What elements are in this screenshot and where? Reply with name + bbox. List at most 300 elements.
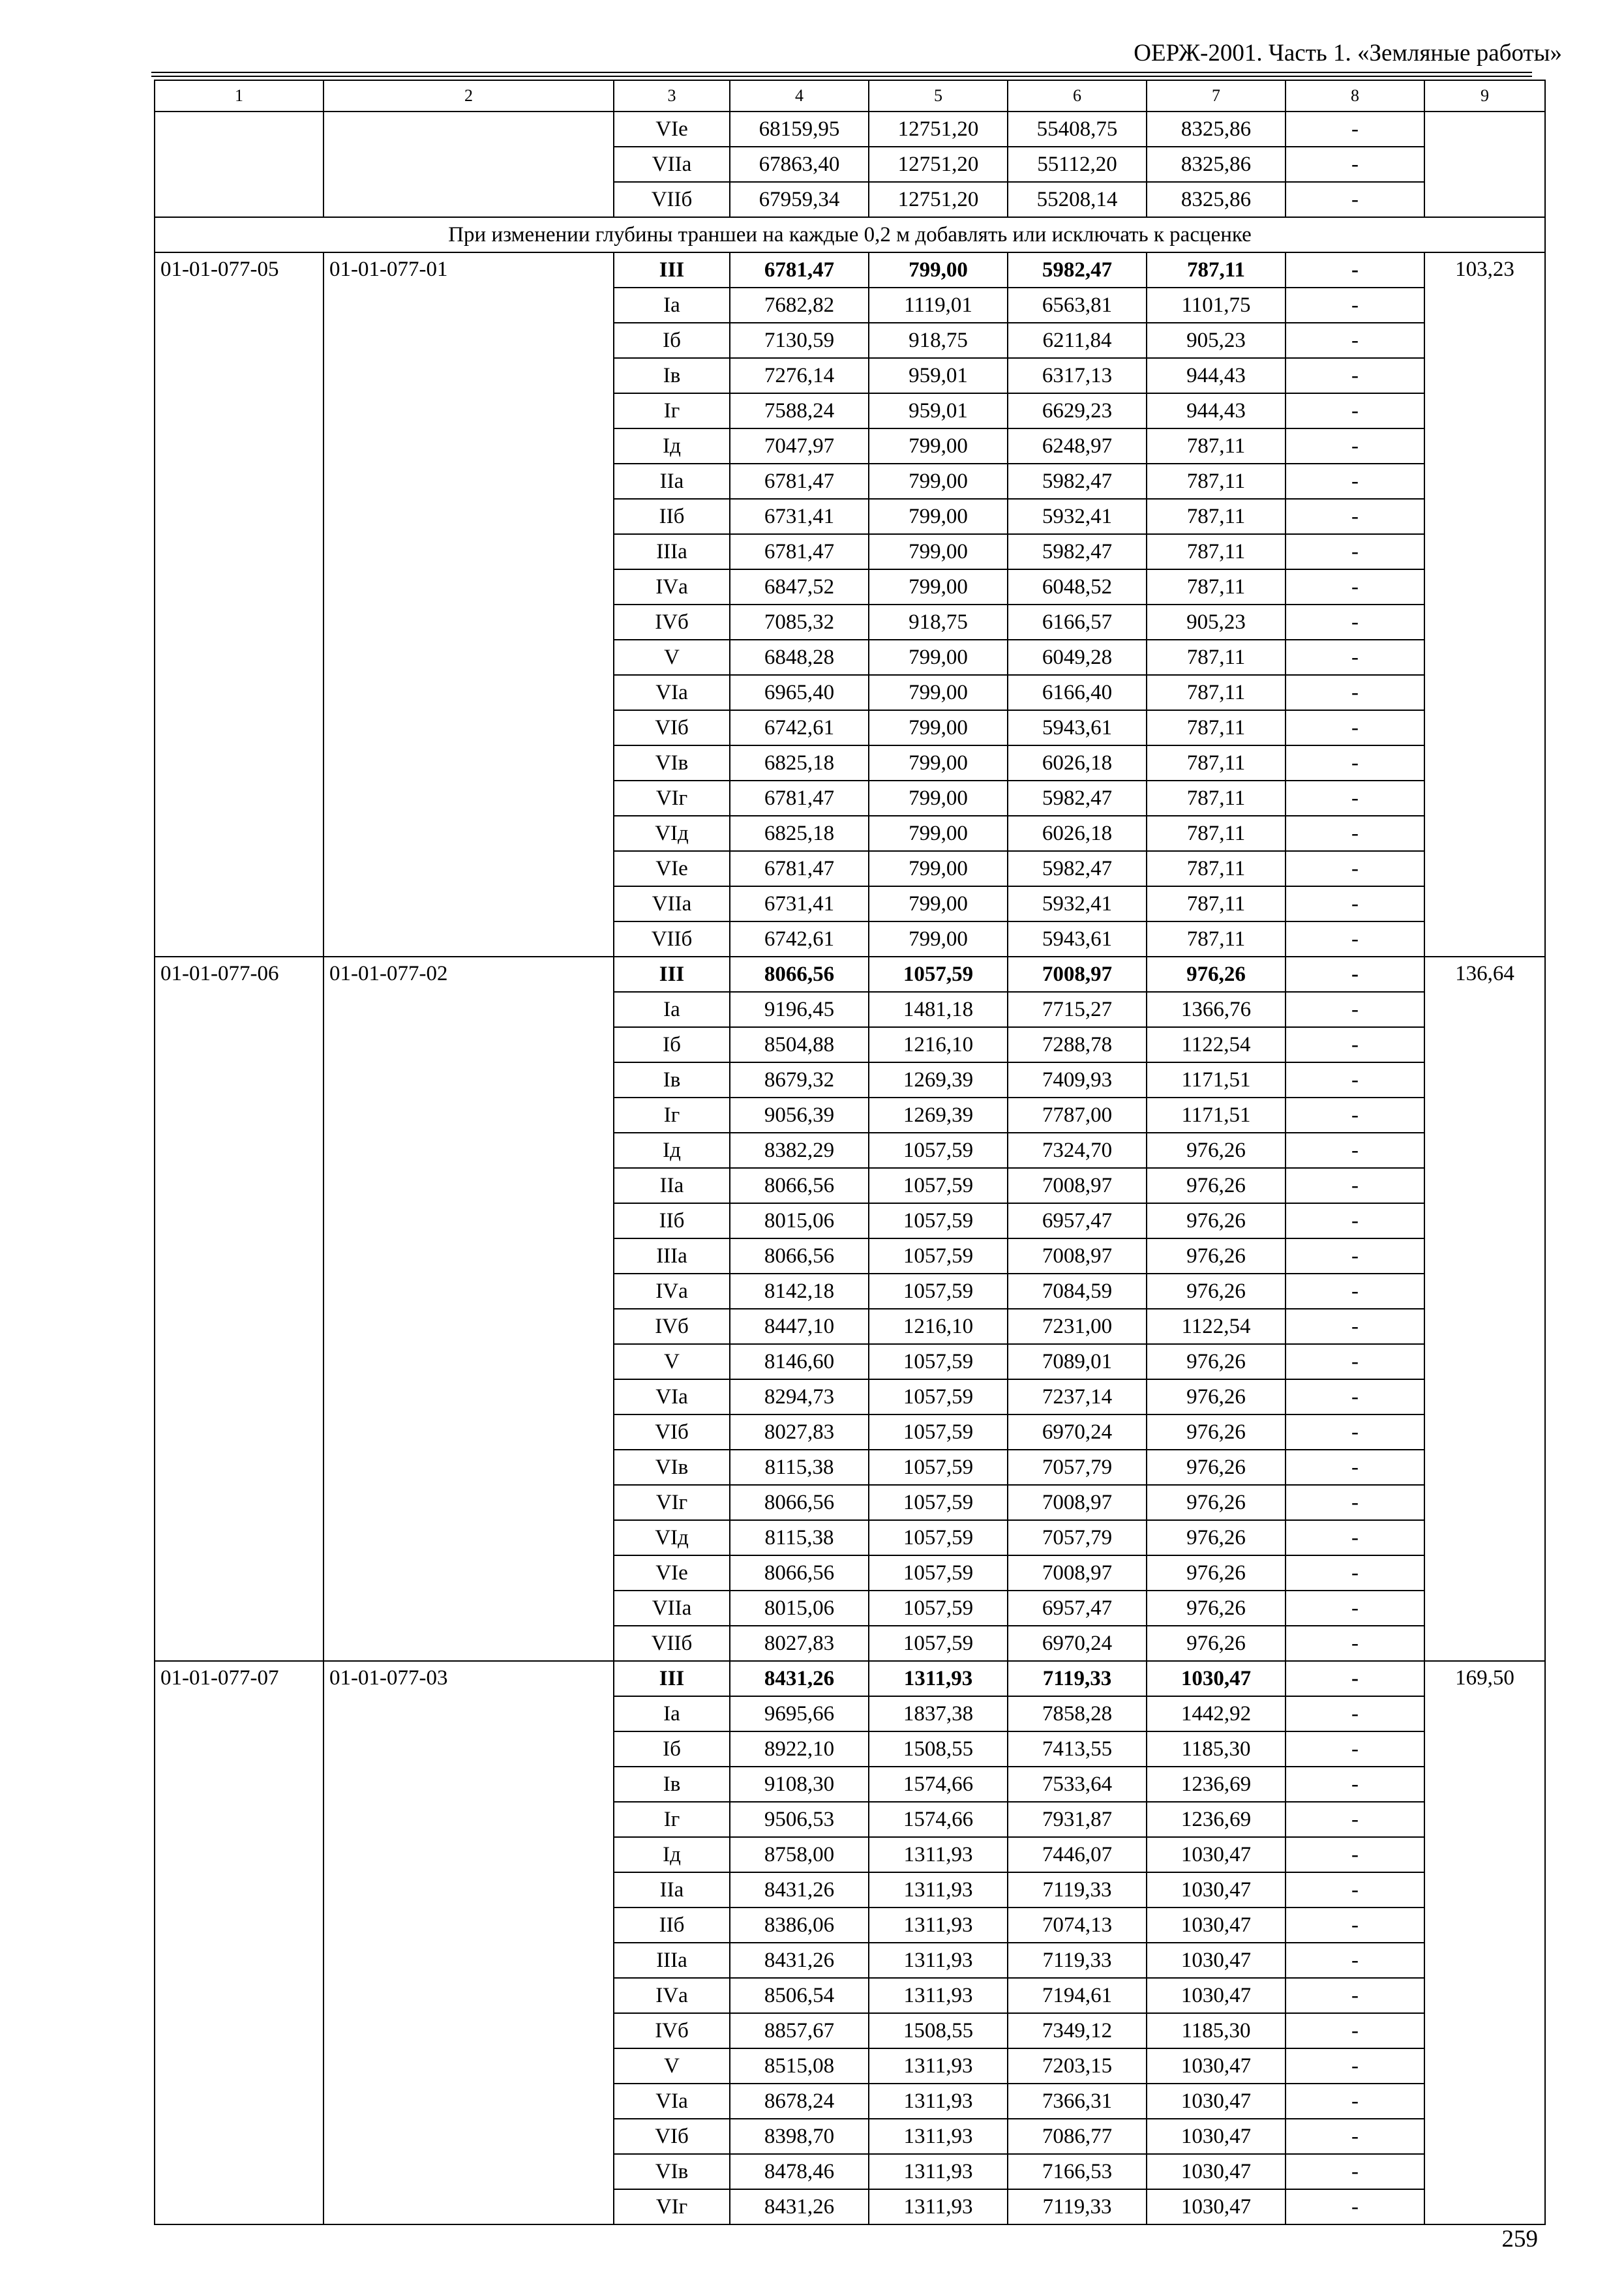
region-cell: Iг bbox=[614, 1098, 730, 1133]
machinist-wages-cell: 976,26 bbox=[1147, 1203, 1286, 1238]
machines-cell: 7203,15 bbox=[1008, 2048, 1147, 2084]
total-cost-cell: 68159,95 bbox=[730, 112, 869, 147]
region-cell: VIа bbox=[614, 675, 730, 710]
column-number: 2 bbox=[323, 80, 614, 112]
materials-cell: - bbox=[1286, 1238, 1424, 1274]
region-cell: III bbox=[614, 1661, 730, 1696]
materials-cell: - bbox=[1286, 1661, 1424, 1696]
machines-cell: 7119,33 bbox=[1008, 1661, 1147, 1696]
machines-cell: 7166,53 bbox=[1008, 2154, 1147, 2189]
wages-cell: 1481,18 bbox=[869, 992, 1008, 1027]
total-cost-cell: 8294,73 bbox=[730, 1379, 869, 1414]
total-cost-cell: 8504,88 bbox=[730, 1027, 869, 1062]
materials-cell: - bbox=[1286, 1591, 1424, 1626]
total-cost-cell: 6781,47 bbox=[730, 464, 869, 499]
materials-cell: - bbox=[1286, 1802, 1424, 1837]
total-cost-cell: 8027,83 bbox=[730, 1626, 869, 1661]
materials-cell: - bbox=[1286, 534, 1424, 569]
region-cell: IVа bbox=[614, 1274, 730, 1309]
total-cost-cell: 6847,52 bbox=[730, 569, 869, 605]
machines-cell: 7057,79 bbox=[1008, 1450, 1147, 1485]
machines-cell: 7715,27 bbox=[1008, 992, 1147, 1027]
materials-cell: - bbox=[1286, 1731, 1424, 1767]
materials-cell: - bbox=[1286, 816, 1424, 851]
region-cell: IVа bbox=[614, 1978, 730, 2013]
wages-cell: 1057,59 bbox=[869, 1133, 1008, 1168]
materials-cell: - bbox=[1286, 605, 1424, 640]
total-cost-cell: 6781,47 bbox=[730, 781, 869, 816]
machines-cell: 5982,47 bbox=[1008, 252, 1147, 288]
machines-cell: 6317,13 bbox=[1008, 358, 1147, 393]
wages-cell: 1311,93 bbox=[869, 1978, 1008, 2013]
region-cell: IVа bbox=[614, 569, 730, 605]
wages-cell: 1057,59 bbox=[869, 1626, 1008, 1661]
wages-cell: 799,00 bbox=[869, 851, 1008, 886]
region-cell: IIIа bbox=[614, 1238, 730, 1274]
total-cost-cell: 8431,26 bbox=[730, 2189, 869, 2224]
materials-cell: - bbox=[1286, 2013, 1424, 2048]
materials-cell: - bbox=[1286, 781, 1424, 816]
machinist-wages-cell: 905,23 bbox=[1147, 605, 1286, 640]
machines-cell: 7237,14 bbox=[1008, 1379, 1147, 1414]
machines-cell: 55208,14 bbox=[1008, 182, 1147, 217]
materials-cell: - bbox=[1286, 252, 1424, 288]
materials-cell: - bbox=[1286, 1133, 1424, 1168]
total-cost-cell: 7130,59 bbox=[730, 323, 869, 358]
machinist-wages-cell: 1236,69 bbox=[1147, 1767, 1286, 1802]
machines-cell: 6563,81 bbox=[1008, 288, 1147, 323]
machines-cell: 6026,18 bbox=[1008, 745, 1147, 781]
materials-cell: - bbox=[1286, 957, 1424, 992]
total-cost-cell: 7047,97 bbox=[730, 428, 869, 464]
section-note-row bbox=[155, 217, 1545, 252]
materials-cell: - bbox=[1286, 182, 1424, 217]
machinist-wages-cell: 787,11 bbox=[1147, 816, 1286, 851]
materials-cell: - bbox=[1286, 1943, 1424, 1978]
wages-cell: 1311,93 bbox=[869, 1908, 1008, 1943]
wages-cell: 918,75 bbox=[869, 605, 1008, 640]
region-cell: Iб bbox=[614, 1027, 730, 1062]
machines-cell: 6248,97 bbox=[1008, 428, 1147, 464]
wages-cell: 799,00 bbox=[869, 781, 1008, 816]
wages-cell: 1311,93 bbox=[869, 1943, 1008, 1978]
materials-cell: - bbox=[1286, 1837, 1424, 1872]
column-number: 6 bbox=[1008, 80, 1147, 112]
region-cell: V bbox=[614, 1344, 730, 1379]
total-cost-cell: 6965,40 bbox=[730, 675, 869, 710]
machinist-wages-cell: 976,26 bbox=[1147, 1168, 1286, 1203]
wages-cell: 1057,59 bbox=[869, 1238, 1008, 1274]
wages-cell: 1311,93 bbox=[869, 1872, 1008, 1908]
total-cost-cell: 8027,83 bbox=[730, 1414, 869, 1450]
machines-cell: 7446,07 bbox=[1008, 1837, 1147, 1872]
total-cost-cell: 8066,56 bbox=[730, 1168, 869, 1203]
wages-cell: 1057,59 bbox=[869, 1555, 1008, 1591]
materials-cell: - bbox=[1286, 1626, 1424, 1661]
wages-cell: 1057,59 bbox=[869, 1450, 1008, 1485]
base-norm-code-cell: 01-01-077-01 bbox=[323, 252, 614, 957]
wages-cell: 1057,59 bbox=[869, 1485, 1008, 1520]
machinist-wages-cell: 905,23 bbox=[1147, 323, 1286, 358]
machines-cell: 7089,01 bbox=[1008, 1344, 1147, 1379]
wages-cell: 1311,93 bbox=[869, 2048, 1008, 2084]
machines-cell: 7288,78 bbox=[1008, 1027, 1147, 1062]
machines-cell: 5932,41 bbox=[1008, 499, 1147, 534]
machines-cell: 7084,59 bbox=[1008, 1274, 1147, 1309]
base-code-cell-empty bbox=[323, 112, 614, 217]
machinist-wages-cell: 8325,86 bbox=[1147, 112, 1286, 147]
wages-cell: 959,01 bbox=[869, 393, 1008, 428]
machines-cell: 7324,70 bbox=[1008, 1133, 1147, 1168]
region-cell: VIIа bbox=[614, 886, 730, 921]
machinist-wages-cell: 976,26 bbox=[1147, 1238, 1286, 1274]
total-cost-cell: 9506,53 bbox=[730, 1802, 869, 1837]
region-cell: VIа bbox=[614, 2084, 730, 2119]
machinist-wages-cell: 1122,54 bbox=[1147, 1027, 1286, 1062]
page-number: 259 bbox=[1501, 2226, 1538, 2252]
machinist-wages-cell: 1030,47 bbox=[1147, 1872, 1286, 1908]
materials-cell: - bbox=[1286, 710, 1424, 745]
norm-code-cell: 01-01-077-05 bbox=[155, 252, 323, 957]
total-cost-cell: 8115,38 bbox=[730, 1450, 869, 1485]
machinist-wages-cell: 1122,54 bbox=[1147, 1309, 1286, 1344]
total-cost-cell: 9108,30 bbox=[730, 1767, 869, 1802]
machinist-wages-cell: 787,11 bbox=[1147, 710, 1286, 745]
materials-cell: - bbox=[1286, 851, 1424, 886]
unit-price-cell: 103,23 bbox=[1424, 252, 1545, 957]
machines-cell: 7194,61 bbox=[1008, 1978, 1147, 2013]
region-cell: IVб bbox=[614, 605, 730, 640]
materials-cell: - bbox=[1286, 886, 1424, 921]
total-cost-cell: 6742,61 bbox=[730, 710, 869, 745]
machines-cell: 6629,23 bbox=[1008, 393, 1147, 428]
total-cost-cell: 8857,67 bbox=[730, 2013, 869, 2048]
base-norm-code-cell: 01-01-077-03 bbox=[323, 1661, 614, 2224]
wages-cell: 799,00 bbox=[869, 464, 1008, 499]
machines-cell: 7533,64 bbox=[1008, 1767, 1147, 1802]
materials-cell: - bbox=[1286, 1908, 1424, 1943]
region-cell: Iа bbox=[614, 1696, 730, 1731]
machinist-wages-cell: 787,11 bbox=[1147, 252, 1286, 288]
region-cell: IIб bbox=[614, 1908, 730, 1943]
machinist-wages-cell: 1030,47 bbox=[1147, 1908, 1286, 1943]
materials-cell: - bbox=[1286, 323, 1424, 358]
region-cell: Iв bbox=[614, 1062, 730, 1098]
column-number: 1 bbox=[155, 80, 323, 112]
total-cost-cell: 6781,47 bbox=[730, 851, 869, 886]
total-cost-cell: 7085,32 bbox=[730, 605, 869, 640]
total-cost-cell: 8678,24 bbox=[730, 2084, 869, 2119]
materials-cell: - bbox=[1286, 2154, 1424, 2189]
machines-cell: 5982,47 bbox=[1008, 851, 1147, 886]
wages-cell: 1057,59 bbox=[869, 1168, 1008, 1203]
machines-cell: 7366,31 bbox=[1008, 2084, 1147, 2119]
machinist-wages-cell: 1366,76 bbox=[1147, 992, 1286, 1027]
total-cost-cell: 67959,34 bbox=[730, 182, 869, 217]
wages-cell: 1311,93 bbox=[869, 2154, 1008, 2189]
table-row bbox=[155, 957, 1545, 992]
materials-cell: - bbox=[1286, 147, 1424, 182]
machines-cell: 7119,33 bbox=[1008, 2189, 1147, 2224]
region-cell: Iб bbox=[614, 323, 730, 358]
machinist-wages-cell: 976,26 bbox=[1147, 1485, 1286, 1520]
machines-cell: 7008,97 bbox=[1008, 957, 1147, 992]
total-cost-cell: 9196,45 bbox=[730, 992, 869, 1027]
total-cost-cell: 8398,70 bbox=[730, 2119, 869, 2154]
machines-cell: 6049,28 bbox=[1008, 640, 1147, 675]
region-cell: Iд bbox=[614, 1133, 730, 1168]
wages-cell: 1216,10 bbox=[869, 1027, 1008, 1062]
materials-cell: - bbox=[1286, 2119, 1424, 2154]
machines-cell: 7008,97 bbox=[1008, 1555, 1147, 1591]
machines-cell: 7119,33 bbox=[1008, 1872, 1147, 1908]
unit-price-cell: 136,64 bbox=[1424, 957, 1545, 1661]
page-header-title: ОЕРЖ-2001. Часть 1. «Земляные работы» bbox=[1134, 40, 1562, 67]
region-cell: IVб bbox=[614, 1309, 730, 1344]
total-cost-cell: 8431,26 bbox=[730, 1661, 869, 1696]
machines-cell: 5982,47 bbox=[1008, 464, 1147, 499]
wages-cell: 1057,59 bbox=[869, 1203, 1008, 1238]
machines-cell: 5943,61 bbox=[1008, 710, 1147, 745]
total-cost-cell: 6742,61 bbox=[730, 921, 869, 957]
machines-cell: 55408,75 bbox=[1008, 112, 1147, 147]
machinist-wages-cell: 1030,47 bbox=[1147, 1661, 1286, 1696]
machines-cell: 7931,87 bbox=[1008, 1802, 1147, 1837]
total-cost-cell: 8382,29 bbox=[730, 1133, 869, 1168]
machines-cell: 6970,24 bbox=[1008, 1626, 1147, 1661]
region-cell: VIIа bbox=[614, 147, 730, 182]
column-number: 9 bbox=[1424, 80, 1545, 112]
region-cell: V bbox=[614, 640, 730, 675]
total-cost-cell: 8758,00 bbox=[730, 1837, 869, 1872]
materials-cell: - bbox=[1286, 1274, 1424, 1309]
materials-cell: - bbox=[1286, 640, 1424, 675]
materials-cell: - bbox=[1286, 1485, 1424, 1520]
materials-cell: - bbox=[1286, 1696, 1424, 1731]
region-cell: IIIа bbox=[614, 1943, 730, 1978]
machinist-wages-cell: 1030,47 bbox=[1147, 1837, 1286, 1872]
machinist-wages-cell: 976,26 bbox=[1147, 1344, 1286, 1379]
code-cell-empty bbox=[155, 112, 323, 217]
column-number: 4 bbox=[730, 80, 869, 112]
materials-cell: - bbox=[1286, 288, 1424, 323]
machines-cell: 7413,55 bbox=[1008, 1731, 1147, 1767]
wages-cell: 799,00 bbox=[869, 640, 1008, 675]
materials-cell: - bbox=[1286, 1872, 1424, 1908]
materials-cell: - bbox=[1286, 1309, 1424, 1344]
machinist-wages-cell: 787,11 bbox=[1147, 428, 1286, 464]
wages-cell: 1057,59 bbox=[869, 1344, 1008, 1379]
machinist-wages-cell: 787,11 bbox=[1147, 534, 1286, 569]
materials-cell: - bbox=[1286, 1520, 1424, 1555]
region-cell: VIе bbox=[614, 112, 730, 147]
materials-cell: - bbox=[1286, 1555, 1424, 1591]
machinist-wages-cell: 1101,75 bbox=[1147, 288, 1286, 323]
machinist-wages-cell: 787,11 bbox=[1147, 675, 1286, 710]
machines-cell: 6048,52 bbox=[1008, 569, 1147, 605]
total-cost-cell: 8066,56 bbox=[730, 957, 869, 992]
materials-cell: - bbox=[1286, 921, 1424, 957]
total-cost-cell: 8478,46 bbox=[730, 2154, 869, 2189]
table-row bbox=[155, 252, 1545, 288]
total-cost-cell: 7682,82 bbox=[730, 288, 869, 323]
materials-cell: - bbox=[1286, 2189, 1424, 2224]
materials-cell: - bbox=[1286, 1450, 1424, 1485]
region-cell: VIа bbox=[614, 1379, 730, 1414]
machinist-wages-cell: 787,11 bbox=[1147, 921, 1286, 957]
region-cell: Iа bbox=[614, 288, 730, 323]
wages-cell: 12751,20 bbox=[869, 112, 1008, 147]
wages-cell: 959,01 bbox=[869, 358, 1008, 393]
machines-cell: 6970,24 bbox=[1008, 1414, 1147, 1450]
region-cell: Iа bbox=[614, 992, 730, 1027]
wages-cell: 799,00 bbox=[869, 499, 1008, 534]
wages-cell: 1057,59 bbox=[869, 1414, 1008, 1450]
wages-cell: 12751,20 bbox=[869, 182, 1008, 217]
region-cell: IIа bbox=[614, 1872, 730, 1908]
machines-cell: 7086,77 bbox=[1008, 2119, 1147, 2154]
machines-cell: 5932,41 bbox=[1008, 886, 1147, 921]
machinist-wages-cell: 1442,92 bbox=[1147, 1696, 1286, 1731]
region-cell: Iб bbox=[614, 1731, 730, 1767]
region-cell: VIе bbox=[614, 851, 730, 886]
machinist-wages-cell: 1030,47 bbox=[1147, 1978, 1286, 2013]
machines-cell: 6211,84 bbox=[1008, 323, 1147, 358]
total-cost-cell: 8015,06 bbox=[730, 1591, 869, 1626]
base-norm-code-cell: 01-01-077-02 bbox=[323, 957, 614, 1661]
region-cell: Iг bbox=[614, 1802, 730, 1837]
machines-cell: 7787,00 bbox=[1008, 1098, 1147, 1133]
total-cost-cell: 8146,60 bbox=[730, 1344, 869, 1379]
materials-cell: - bbox=[1286, 499, 1424, 534]
materials-cell: - bbox=[1286, 2084, 1424, 2119]
machinist-wages-cell: 787,11 bbox=[1147, 851, 1286, 886]
wages-cell: 1269,39 bbox=[869, 1098, 1008, 1133]
header-rule bbox=[151, 72, 1532, 73]
region-cell: IVб bbox=[614, 2013, 730, 2048]
total-cost-cell: 8386,06 bbox=[730, 1908, 869, 1943]
region-cell: VIIб bbox=[614, 921, 730, 957]
total-cost-cell: 9056,39 bbox=[730, 1098, 869, 1133]
price-cell-empty bbox=[1424, 112, 1545, 217]
region-cell: VIг bbox=[614, 781, 730, 816]
table-body bbox=[155, 112, 1545, 2224]
wages-cell: 799,00 bbox=[869, 886, 1008, 921]
region-cell: IIб bbox=[614, 1203, 730, 1238]
machinist-wages-cell: 944,43 bbox=[1147, 393, 1286, 428]
materials-cell: - bbox=[1286, 1062, 1424, 1098]
norms-table bbox=[154, 80, 1546, 2225]
total-cost-cell: 9695,66 bbox=[730, 1696, 869, 1731]
wages-cell: 799,00 bbox=[869, 816, 1008, 851]
machinist-wages-cell: 8325,86 bbox=[1147, 147, 1286, 182]
region-cell: V bbox=[614, 2048, 730, 2084]
materials-cell: - bbox=[1286, 2048, 1424, 2084]
total-cost-cell: 7588,24 bbox=[730, 393, 869, 428]
table-row bbox=[155, 112, 1545, 147]
machinist-wages-cell: 1030,47 bbox=[1147, 1943, 1286, 1978]
total-cost-cell: 6781,47 bbox=[730, 534, 869, 569]
total-cost-cell: 8015,06 bbox=[730, 1203, 869, 1238]
region-cell: IIа bbox=[614, 464, 730, 499]
machinist-wages-cell: 976,26 bbox=[1147, 1555, 1286, 1591]
total-cost-cell: 67863,40 bbox=[730, 147, 869, 182]
wages-cell: 1311,93 bbox=[869, 2189, 1008, 2224]
total-cost-cell: 6731,41 bbox=[730, 499, 869, 534]
total-cost-cell: 8922,10 bbox=[730, 1731, 869, 1767]
wages-cell: 1574,66 bbox=[869, 1802, 1008, 1837]
materials-cell: - bbox=[1286, 1027, 1424, 1062]
machinist-wages-cell: 1171,51 bbox=[1147, 1062, 1286, 1098]
materials-cell: - bbox=[1286, 1203, 1424, 1238]
materials-cell: - bbox=[1286, 1344, 1424, 1379]
machinist-wages-cell: 1171,51 bbox=[1147, 1098, 1286, 1133]
machines-cell: 7231,00 bbox=[1008, 1309, 1147, 1344]
machines-cell: 7074,13 bbox=[1008, 1908, 1147, 1943]
header-rule-double bbox=[151, 76, 1532, 77]
wages-cell: 799,00 bbox=[869, 252, 1008, 288]
machines-cell: 7008,97 bbox=[1008, 1238, 1147, 1274]
region-cell: VIIа bbox=[614, 1591, 730, 1626]
region-cell: VIб bbox=[614, 1414, 730, 1450]
wages-cell: 1216,10 bbox=[869, 1309, 1008, 1344]
region-cell: VIб bbox=[614, 710, 730, 745]
total-cost-cell: 8066,56 bbox=[730, 1555, 869, 1591]
region-cell: VIв bbox=[614, 1450, 730, 1485]
region-cell: IIIа bbox=[614, 534, 730, 569]
column-number: 8 bbox=[1286, 80, 1424, 112]
machinist-wages-cell: 976,26 bbox=[1147, 1133, 1286, 1168]
machinist-wages-cell: 1030,47 bbox=[1147, 2119, 1286, 2154]
region-cell: VIе bbox=[614, 1555, 730, 1591]
machines-cell: 7349,12 bbox=[1008, 2013, 1147, 2048]
machinist-wages-cell: 976,26 bbox=[1147, 1591, 1286, 1626]
total-cost-cell: 8515,08 bbox=[730, 2048, 869, 2084]
machinist-wages-cell: 787,11 bbox=[1147, 745, 1286, 781]
machines-cell: 5982,47 bbox=[1008, 781, 1147, 816]
machinist-wages-cell: 787,11 bbox=[1147, 499, 1286, 534]
machines-cell: 7008,97 bbox=[1008, 1485, 1147, 1520]
machines-cell: 6166,40 bbox=[1008, 675, 1147, 710]
table-row bbox=[155, 1661, 1545, 1696]
wages-cell: 799,00 bbox=[869, 569, 1008, 605]
wages-cell: 799,00 bbox=[869, 745, 1008, 781]
machines-cell: 6166,57 bbox=[1008, 605, 1147, 640]
total-cost-cell: 8142,18 bbox=[730, 1274, 869, 1309]
machinist-wages-cell: 1030,47 bbox=[1147, 2084, 1286, 2119]
machinist-wages-cell: 1030,47 bbox=[1147, 2189, 1286, 2224]
materials-cell: - bbox=[1286, 1414, 1424, 1450]
total-cost-cell: 8447,10 bbox=[730, 1309, 869, 1344]
total-cost-cell: 6848,28 bbox=[730, 640, 869, 675]
wages-cell: 1508,55 bbox=[869, 1731, 1008, 1767]
column-number: 7 bbox=[1147, 80, 1286, 112]
machinist-wages-cell: 944,43 bbox=[1147, 358, 1286, 393]
machinist-wages-cell: 787,11 bbox=[1147, 464, 1286, 499]
wages-cell: 799,00 bbox=[869, 675, 1008, 710]
wages-cell: 1311,93 bbox=[869, 1661, 1008, 1696]
materials-cell: - bbox=[1286, 992, 1424, 1027]
region-cell: III bbox=[614, 957, 730, 992]
region-cell: Iд bbox=[614, 428, 730, 464]
materials-cell: - bbox=[1286, 1978, 1424, 2013]
machinist-wages-cell: 976,26 bbox=[1147, 1450, 1286, 1485]
machines-cell: 6957,47 bbox=[1008, 1203, 1147, 1238]
machinist-wages-cell: 787,11 bbox=[1147, 781, 1286, 816]
wages-cell: 1057,59 bbox=[869, 1591, 1008, 1626]
region-cell: VIв bbox=[614, 745, 730, 781]
materials-cell: - bbox=[1286, 1098, 1424, 1133]
